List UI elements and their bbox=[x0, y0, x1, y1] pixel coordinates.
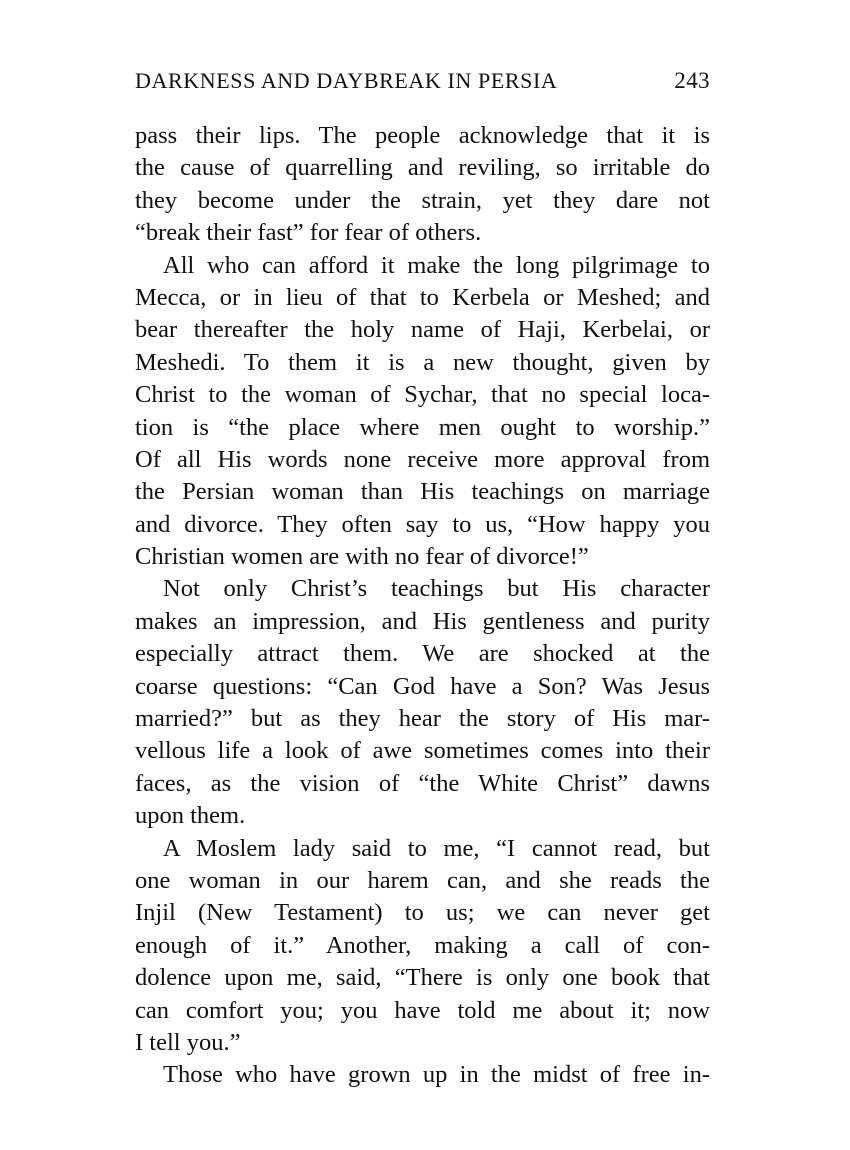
text-line: they become under the strain, yet they dare not bbox=[135, 186, 710, 214]
text-line: married?” but as they hear the story of His mar- bbox=[135, 705, 710, 733]
running-title: DARKNESS AND DAYBREAK IN PERSIA bbox=[135, 68, 558, 93]
text-line: tion is “the place where men ought to worship.” bbox=[135, 413, 710, 441]
text-line: Of all His words none receive more approval from bbox=[135, 445, 710, 473]
page-number: 243 bbox=[674, 68, 710, 93]
text-line: Not only Christ’s teachings but His character bbox=[163, 575, 710, 603]
text-line: bear thereafter the holy name of Haji, Kerbelai, or bbox=[135, 316, 710, 344]
text-line: All who can afford it make the long pilgrimage to bbox=[163, 251, 710, 279]
text-line: “break their fast” for fear of others. bbox=[135, 219, 482, 247]
text-line: enough of it.” Another, making a call of con- bbox=[135, 931, 710, 959]
text-line: and divorce. They often say to us, “How happy you bbox=[135, 510, 710, 538]
text-line: Christian women are with no fear of divorce!” bbox=[135, 543, 589, 571]
text-line: dolence upon me, said, “There is only one book that bbox=[135, 964, 710, 992]
text-line: Those who have grown up in the midst of free in- bbox=[163, 1061, 710, 1089]
text-line: the cause of quarrelling and reviling, so irritable do bbox=[135, 154, 710, 182]
text-line: A Moslem lady said to me, “I cannot read, but bbox=[163, 834, 710, 862]
book-page bbox=[135, 68, 710, 1092]
text-line: coarse questions: “Can God have a Son? Was Jesus bbox=[135, 672, 710, 700]
text-line: vellous life a look of awe sometimes comes into their bbox=[135, 737, 710, 765]
text-line: especially attract them. We are shocked at the bbox=[135, 640, 710, 668]
text-line: can comfort you; you have told me about it; now bbox=[135, 996, 710, 1024]
text-line: one woman in our harem can, and she reads the bbox=[135, 866, 710, 894]
text-line: Christ to the woman of Sychar, that no special loca- bbox=[135, 381, 710, 409]
text-line: Meshedi. To them it is a new thought, given by bbox=[135, 348, 710, 376]
text-line: I tell you.” bbox=[135, 1028, 241, 1056]
text-line: Mecca, or in lieu of that to Kerbela or Meshed; and bbox=[135, 283, 710, 311]
text-line: makes an impression, and His gentleness and purity bbox=[135, 607, 710, 635]
text-line: pass their lips. The people acknowledge that it is bbox=[135, 122, 710, 149]
body-text bbox=[135, 120, 710, 1092]
text-line: the Persian woman than His teachings on marriage bbox=[135, 478, 710, 506]
text-line: upon them. bbox=[135, 802, 246, 830]
running-head bbox=[135, 68, 710, 108]
text-line: faces, as the vision of “the White Christ” dawns bbox=[135, 769, 710, 797]
text-line: Injil (New Testament) to us; we can never get bbox=[135, 899, 710, 927]
